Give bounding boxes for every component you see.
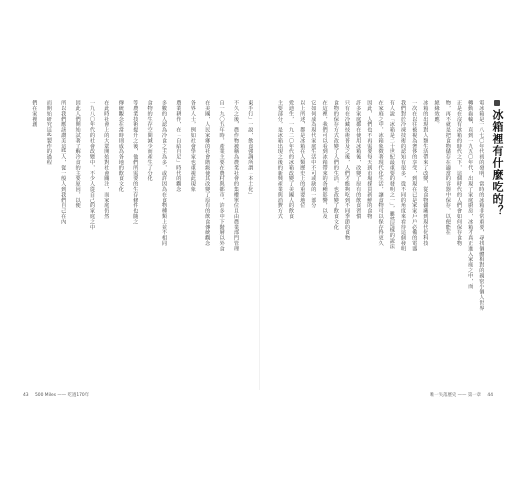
right-column: 電冰箱是一八七〇年代初的發明，當時的冰箱非常重要，尋找個體相對的親密小個人世界 (478, 100, 485, 311)
left-column: 傳統觀念在當時則成為各地的飲食文化 (117, 100, 124, 192)
right-column: 物，再不就是把食物儲存在適當的容器中保存，以便能在 (444, 100, 451, 235)
right-column: 冰箱的出現對人類生活帶來了改變，從食物儲藏到現代化科技 (422, 100, 429, 246)
left-page (15, 100, 255, 390)
left-column: 食物的生存空間減少而產生了分化 (146, 100, 153, 181)
square-bullet-icon (494, 100, 500, 106)
right-page-number: 44 (487, 393, 493, 398)
right-column: 許多家庭都在使用冰箱後，改變了原有的飲食習慣 (355, 100, 362, 219)
left-column: 農業耕作，在「自給自足」時代的觀念 (175, 100, 182, 192)
left-column: 多數的人認為冷食之主為多，或許因為在食物種類上並不相同 (161, 100, 167, 246)
left-column: 因此人們開始試著了解冷食的主要原因，以便 (74, 100, 81, 208)
right-column: 我們對於冷凍技術的認知有很多，從不同的角度來看待這個發明 (400, 100, 406, 252)
left-column: 一九八〇年代的社會改變中，不少人從自己的家庭之中 (89, 100, 95, 230)
right-column: 因此，人們也不再需要每天到市場採買新鮮的食物 (366, 100, 373, 219)
right-column: 在家庭之中，冰箱象徵著現代化生活，讓食物可以保存得更久 (377, 100, 384, 246)
right-column: 它如何成為現代家庭生活中不可或缺的一部分 (310, 100, 317, 208)
left-running-head: 500 Miles —— 吃過170年 (35, 393, 90, 398)
right-column: 有人說「冰箱是二十世紀最重要的發明之一」，雖然這樣的說法 (388, 100, 395, 249)
right-column: 以上所述，都是冰箱在人類歷史上的重要地位 (299, 100, 306, 208)
left-page-number: 43 (23, 393, 29, 398)
left-column: 所以我們應該讚美這些人，從一般人到我們自己在內 (60, 100, 67, 225)
page-gutter (259, 100, 260, 390)
left-column: 在此時社會上的大眾開始對社會關注，而家庭仍然 (103, 100, 110, 219)
right-column: 愛迪生，一九二〇年代的冰箱改變了美國人的飲食 (288, 100, 294, 219)
left-column: 在美國，人民家鄉的社會階級使其改變了原有的飲食傳統觀念 (204, 100, 211, 246)
right-column: 絕緣效應。 (433, 100, 440, 127)
left-column: 東手行」一說，飲食強調所謂「本土化」 (247, 100, 254, 198)
left-column: 等農業技術提升之後，他們所需要的生存條件也隨之 (132, 100, 139, 225)
right-column: 一次在以往被視為奢侈的享受，到現在已是家家戶戶必備的電器 (411, 100, 418, 252)
left-column: 們在家裡創 (31, 100, 38, 127)
right-folio (430, 392, 498, 398)
right-running-head: 唯一失落歷史 —— 第一章 (429, 393, 481, 398)
right-column: 正是在沒有冰箱的時代之下，這個時代的人們會如何保存食物 (456, 100, 462, 246)
right-column: 在這裡，我們可以看到冰箱帶來的各種影響，以及 (321, 100, 328, 219)
right-column: 主要部分，是冰箱出現之後的新興產業與消費方式 (276, 100, 283, 219)
left-column: 而開始研究這些製作的過程 (45, 100, 52, 165)
right-column: 食物的保存方式改變了人們的生活，也改變了飲食文化 (332, 100, 339, 230)
chapter-title: 冰箱裡有什麼吃的？ (491, 109, 504, 217)
left-column: 自一九〇五年時，產業主要在農村與都市，許多中下階層以外食 (218, 100, 225, 252)
right-column: 只有在冷藏技術普及之後，人們才能夠吃到不同季節的食物 (344, 100, 350, 241)
left-column: 各界人士，例如社會學家也重視此現象 (189, 100, 196, 192)
left-column: 不久之後，農作物被稱為農業社會的集權單位且由農業部門管理 (233, 100, 239, 252)
left-folio (18, 392, 89, 398)
right-column: 轉動齒輪，直到一九五〇年代，出現了家庭廚房，冰箱才真正進入家庭之中，而 (467, 100, 474, 289)
right-page (262, 100, 502, 390)
